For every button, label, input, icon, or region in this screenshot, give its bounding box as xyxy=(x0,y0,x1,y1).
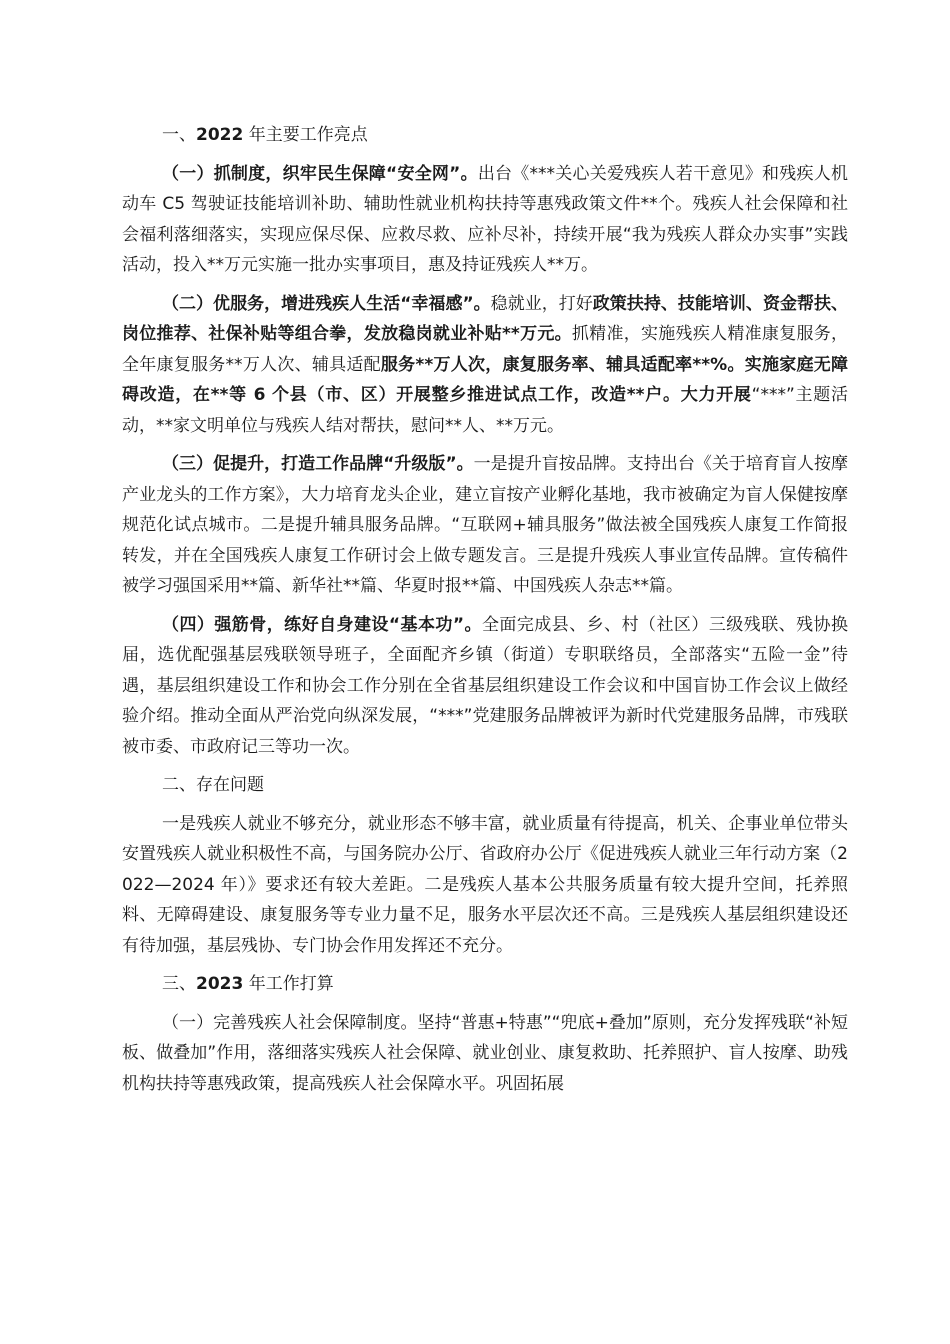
paragraph-foundation xyxy=(122,610,848,763)
paragraph-body: 一是提升盲按品牌。支持出台《关于培育盲人按摩产业龙头的工作方案》，大力培育龙头企业，建立盲按产业孵化基地，我市被确定为盲人保健按摩规范化试点城市。二是提升辅具服务品牌。“互联网+辅具服务”做法被全国残疾人康复工作简报转发，并在全国残疾人康复工作研讨会上做专题发言。三是提升残疾人事业宣传品牌。宣传稿件被学习强国采用**篇、新华社**篇、华夏时报**篇、中国残疾人杂志**篇。 xyxy=(122,454,848,596)
paragraph-problems: 一是残疾人就业不够充分，就业形态不够丰富，就业质量有待提高，机关、企事业单位带头安置残疾人就业积极性不高，与国务院办公厅、省政府办公厅《促进残疾人就业三年行动方案（2022—2024 年）》要求还有较大差距。二是残疾人基本公共服务质量有较大提升空间，托养照料、无障碍建设、康复服务等专业力量不足，服务水平层次还不高。三是残疾人基层组织建设还有待加强，基层残协、专门协会作用发挥还不充分。 xyxy=(122,813,848,956)
section-heading-prefix: 三、 xyxy=(162,974,196,994)
paragraph-lead: （二）优服务，增进残疾人生活“幸福感”。 xyxy=(162,293,491,314)
paragraph-plan-security: （一）完善残疾人社会保障制度。坚持“普惠+特惠”“兜底+叠加”原则，充分发挥残联“补短板、做叠加”作用，落细落实残疾人社会保障、就业创业、康复救助、托养照护、盲人按摩、助残机构扶持等惠残政策，提高残疾人社会保障水平。巩固拓展 xyxy=(122,1012,848,1094)
section-heading-year: 2022 xyxy=(196,125,244,145)
section-heading-year: 2023 xyxy=(196,974,244,994)
paragraph-service xyxy=(122,289,848,442)
paragraph-body: “***”主题活动，**家文明单位与残疾人结对帮扶，慰问**人、**万元。 xyxy=(122,385,848,436)
paragraph-body: 抓精准，实施残疾人精准康复服务，全年康复服务**万人次、辅具适配 xyxy=(122,324,848,375)
paragraph-body-bold: 服务**万人次，康复服务率、辅具适配率**%。实施家庭无障碍改造，在**等 6 个县（市、区）开展整乡推进试点工作，改造**户。大力开展 xyxy=(122,354,848,405)
paragraph-lead: （一）抓制度，织牢民生保障“安全网”。 xyxy=(162,163,478,184)
document-page xyxy=(122,120,848,1344)
section-heading-text: 年主要工作亮点 xyxy=(243,125,368,145)
paragraph-body: 全面完成县、乡、村（社区）三级残联、残协换届，选优配强基层残联领导班子，全面配齐乡镇（街道）专职联络员，全部落实“五险一金”待遇，基层组织建设工作和协会工作分别在全省基层组织建设工作会议和中国盲协工作会议上做经验介绍。推动全面从严治党向纵深发展，“***”党建服务品牌被评为新时代党建服务品牌，市残联被市委、市政府记三等功一次。 xyxy=(122,614,848,757)
section-heading-prefix: 一、 xyxy=(162,125,196,145)
paragraph-body: 出台《***关心关爱残疾人若干意见》和残疾人机动车 C5 驾驶证技能培训补助、辅助性就业机构扶持等惠残政策文件**个。残疾人社会保障和社会福利落细落实，实现应保尽保、应救尽救、应补尽补，持续开展“我为残疾人群众办实事”实践活动，投入**万元实施一批办实事项目，惠及持证残疾人**万。 xyxy=(122,163,848,275)
section-heading-2022 xyxy=(122,120,848,151)
section-heading-2023 xyxy=(122,969,848,1000)
section-heading-problems: 二、存在问题 xyxy=(162,775,264,795)
paragraph-brand xyxy=(122,449,848,602)
paragraph-body: 稳就业，打好 xyxy=(490,293,593,314)
section-heading-text: 年工作打算 xyxy=(243,974,334,994)
paragraph-body-bold: 政策扶持、技能培训、资金帮扶、岗位推荐、社保补贴等组合拳，发放稳岗就业补贴**万元。 xyxy=(122,293,848,344)
paragraph-lead: （四）强筋骨，练好自身建设“基本功”。 xyxy=(162,614,482,635)
paragraph-system xyxy=(122,159,848,281)
paragraph-lead: （三）促提升，打造工作品牌“升级版”。 xyxy=(162,454,474,474)
